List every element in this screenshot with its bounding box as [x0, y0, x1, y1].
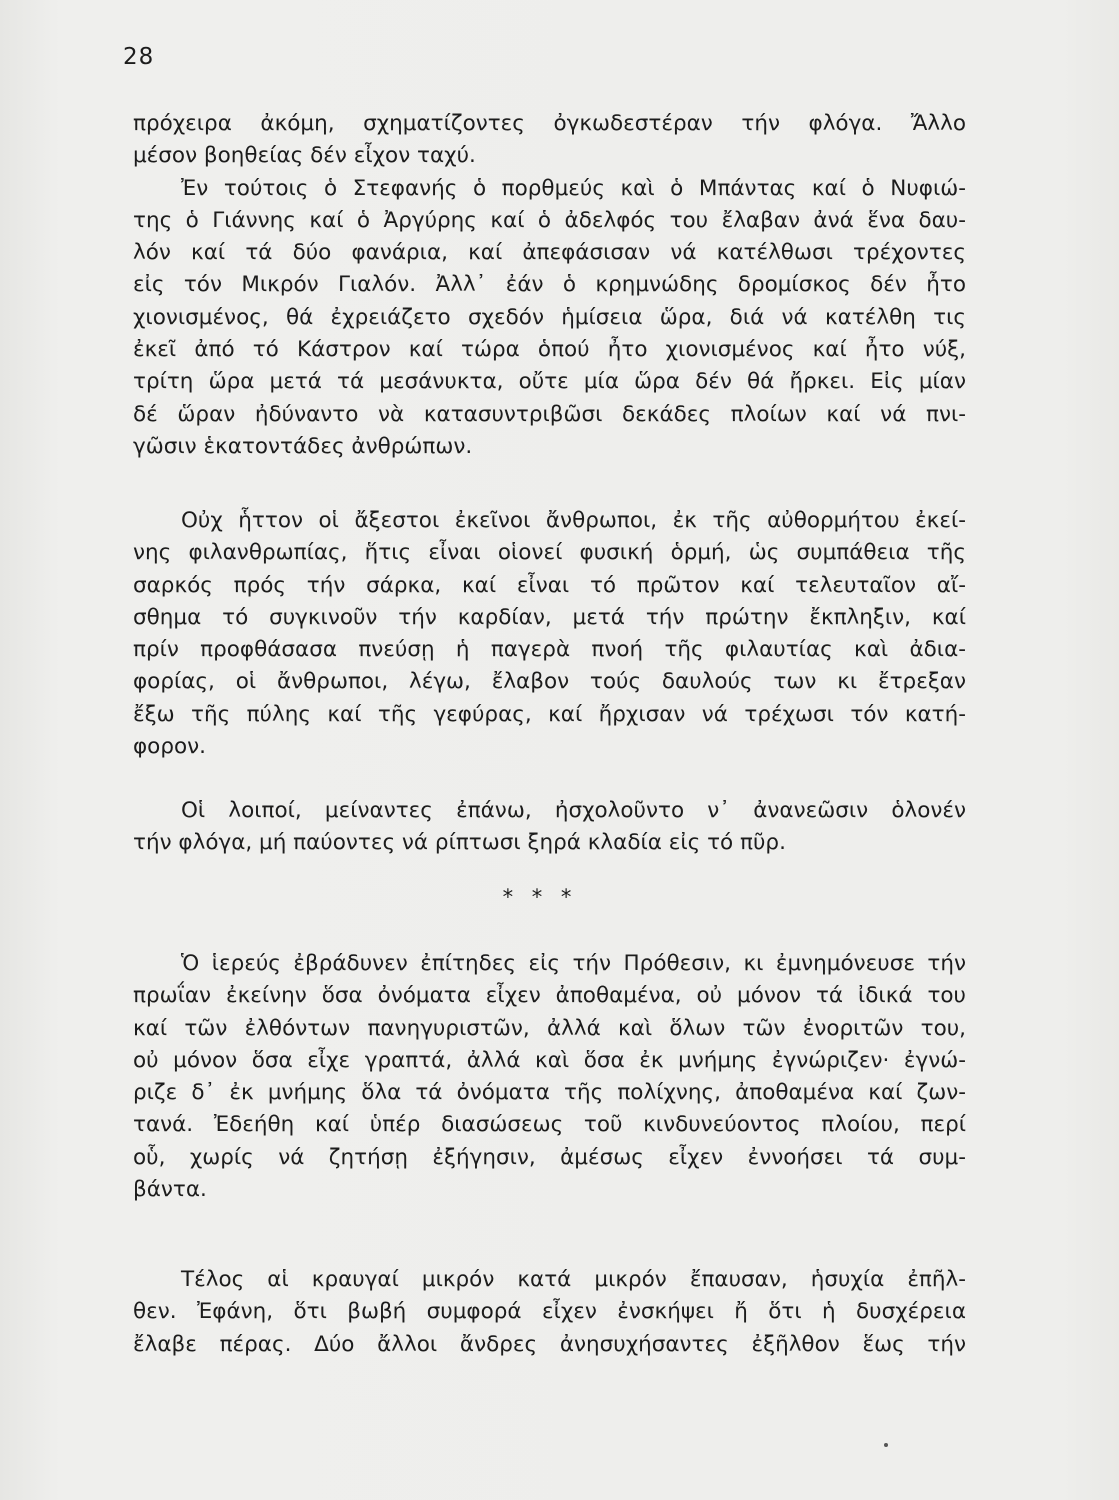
- text-line: οὗ, χωρίς νά ζητήσῃ ἐξήγησιν, ἀμέσως εἶχεν ἐννοήσει τά συμ-: [133, 1144, 966, 1170]
- text-line: της ὁ Γιάννης καί ὁ Ἀργύρης καί ὁ ἀδελφός του ἔλαβαν ἀνά ἕνα δαυ-: [133, 207, 966, 233]
- page-number: 28: [123, 44, 155, 70]
- text-line: εἰς τόν Μικρόν Γιαλόν. Ἀλλ᾿ ἐάν ὁ κρημνώδης δρομίσκος δέν ἦτο: [133, 272, 966, 298]
- text-line: χιονισμένος, θά ἐχρειάζετο σχεδόν ἡμίσεια ὥρα, διά νά κατέλθη τις: [133, 304, 966, 330]
- text-line: καί τῶν ἐλθόντων πανηγυριστῶν, ἀλλά καὶ ὅλων τῶν ἐνοριτῶν του,: [133, 1015, 966, 1041]
- text-line: Οὐχ ἧττον οἱ ἄξεστοι ἐκεῖνοι ἄνθρωποι, ἐκ τῆς αὐθορμήτου ἐκεί-: [181, 508, 966, 533]
- text-line: πρωΐαν ἐκείνην ὅσα ὀνόματα εἶχεν ἀποθαμένα, οὐ μόνον τά ἰδικά του: [133, 983, 966, 1009]
- paragraph-priest: [133, 948, 966, 1206]
- text-line: οὐ μόνον ὅσα εἶχε γραπτά, ἀλλά καὶ ὅσα ἐκ μνήμης ἐγνώριζεν· ἐγνώ-: [133, 1047, 966, 1073]
- text-line: τανά. Ἐδεήθη καί ὑπέρ διασώσεως τοῦ κινδυνεύοντος πλοίου, περί: [133, 1112, 966, 1138]
- text-line: τρίτη ὥρα μετά τά μεσάνυκτα, οὔτε μία ὥρα δέν θά ἤρκει. Εἰς μίαν: [133, 369, 966, 395]
- text-line: ἔλαβε πέρας. Δύο ἄλλοι ἄνδρες ἀνησυχήσαντες ἐξῆλθον ἕως τήν: [133, 1331, 966, 1357]
- text-line: βάντα.: [133, 1177, 207, 1203]
- text-line: φορίας, οἱ ἄνθρωποι, λέγω, ἔλαβον τούς δαυλούς των κι ἔτρεξαν: [133, 669, 966, 695]
- text-line: ἔξω τῆς πύλης καί τῆς γεφύρας, καί ἤρχισαν νά τρέχωσι τόν κατή-: [133, 701, 966, 727]
- text-line: πρόχειρα ἀκόμη, σχηματίζοντες ὀγκωδεστέραν τήν φλόγα. Ἄλλο: [133, 111, 966, 136]
- text-line: νης φιλανθρωπίας, ἥτις εἶναι οἱονεί φυσική ὁρμή, ὡς συμπάθεια τῆς: [133, 540, 966, 566]
- paragraph-end: [133, 1264, 966, 1361]
- paragraph-remaining: [133, 795, 966, 860]
- text-line: ριζε δ᾿ ἐκ μνήμης ὅλα τά ὀνόματα τῆς πολίχνης, ἀποθαμένα καί ζων-: [133, 1080, 966, 1106]
- text-line: γῶσιν ἑκατοντάδες ἀνθρώπων.: [133, 433, 473, 459]
- text-line: Οἱ λοιποί, μείναντες ἐπάνω, ἠσχολοῦντο ν᾿ ἀνανεῶσιν ὁλονέν: [181, 798, 966, 823]
- paper-speck: [884, 1443, 888, 1447]
- text-line: δέ ὥραν ἠδύναντο νὰ κατασυντριβῶσι δεκάδες πλοίων καί νά πνι-: [133, 401, 966, 427]
- text-line: Τέλος αἱ κραυγαί μικρόν κατά μικρόν ἔπαυσαν, ἡσυχία ἐπῆλ-: [181, 1267, 966, 1292]
- text-line: σαρκός πρός τήν σάρκα, καί εἶναι τό πρῶτον καί τελευταῖον αἴ-: [133, 572, 966, 598]
- text-line: φορον.: [133, 734, 206, 760]
- paragraph-philanthropy: [133, 505, 966, 763]
- text-line: σθημα τό συγκινοῦν τήν καρδίαν, μετά τήν πρώτην ἔκπληξιν, καί: [133, 604, 966, 630]
- text-line: θεν. Ἐφάνη, ὅτι βωβή συμφορά εἶχεν ἐνσκήψει ἤ ὅτι ἡ δυσχέρεια: [133, 1299, 966, 1325]
- text-line: πρίν προφθάσασα πνεύσῃ ἡ παγερὰ πνοή τῆς φιλαυτίας καὶ ἀδια-: [133, 637, 966, 663]
- section-separator: * * *: [502, 885, 578, 909]
- text-line: λόν καί τά δύο φανάρια, καί ἀπεφάσισαν νά κατέλθωσι τρέχοντες: [133, 240, 966, 266]
- paragraph-continuation: [133, 108, 966, 463]
- text-line: μέσον βοηθείας δέν εἶχον ταχύ.: [133, 143, 476, 169]
- text-line: ἐκεῖ ἀπό τό Κάστρον καί τώρα ὁπού ἦτο χιονισμένος καί ἦτο νύξ,: [133, 337, 966, 363]
- text-line: Ἐν τούτοις ὁ Στεφανής ὁ πορθμεύς καὶ ὁ Μπάντας καί ὁ Νυφιώ-: [181, 175, 966, 201]
- text-line: τήν φλόγα, μή παύοντες νά ρίπτωσι ξηρά κλαδία εἰς τό πῦρ.: [133, 830, 786, 856]
- text-line: Ὁ ἱερεύς ἐβράδυνεν ἐπίτηδες εἰς τήν Πρόθεσιν, κι ἐμνημόνευσε τήν: [181, 951, 966, 976]
